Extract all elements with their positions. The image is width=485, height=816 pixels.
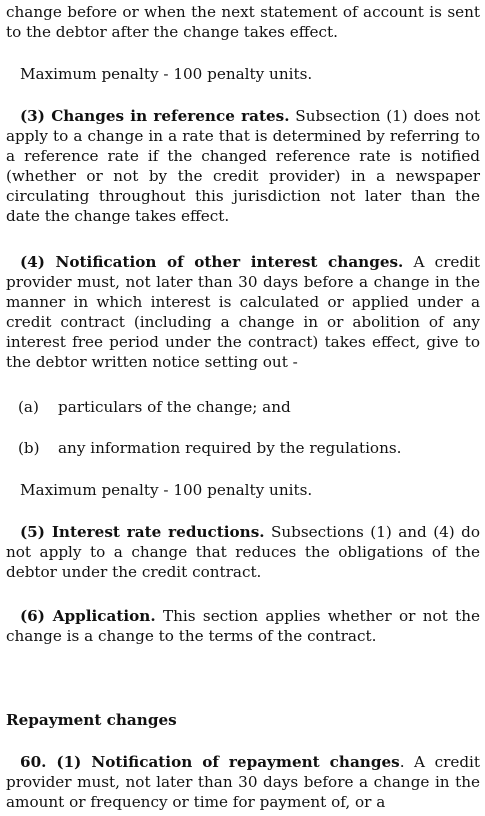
subsection-6	[6, 606, 480, 646]
list-item-b	[6, 438, 480, 458]
list-item-label: (b)	[18, 439, 40, 457]
section-60	[6, 752, 480, 812]
subsection-5-body: Subsections (1) and (4) do not apply to a change that reduces the obligations of the debtor under the credit contract.	[6, 523, 480, 581]
subsection-6-heading: (6) Application.	[20, 607, 156, 625]
subsection-6-body: This section applies whether or not the change is a change to the terms of the contract.	[6, 607, 480, 645]
subsection-5	[6, 522, 480, 582]
subsection-3-heading: (3) Changes in reference rates.	[20, 107, 290, 125]
penalty-note-2: Maximum penalty - 100 penalty units.	[20, 481, 313, 499]
subsection-4	[6, 252, 480, 372]
list-item-text: particulars of the change; and	[58, 398, 291, 416]
division-heading: Repayment changes	[6, 711, 177, 729]
subsection-4-heading: (4) Notification of other interest changes.	[20, 253, 404, 271]
list-item-label: (a)	[18, 398, 39, 416]
subsection-4-body: A credit provider must, not later than 30 days before a change in the manner in which interest is calculated or applied under a credit contract (including a change in or abolition of any interest free period under the contract) takes effect, give to the debtor written notice setting out -	[6, 253, 480, 371]
section-60-body: . A credit provider must, not later than 30 days before a change in the amount or frequency or time for payment of, or a	[6, 753, 481, 811]
subsection-3-body: Subsection (1) does not apply to a change in a rate that is determined by referring to a reference rate if the changed reference rate is notified (whether or not by the credit provider) in a newspaper circulating throughout this jurisdiction not later than the date the change takes effect.	[6, 107, 480, 225]
section-60-heading: 60. (1) Notification of repayment changes	[20, 753, 400, 771]
subsection-3	[6, 106, 480, 226]
subsection-5-heading: (5) Interest rate reductions.	[20, 523, 265, 541]
list-item-text: any information required by the regulations.	[58, 439, 402, 457]
penalty-note-1: Maximum penalty - 100 penalty units.	[20, 65, 313, 83]
list-item-a	[6, 397, 480, 417]
continued-paragraph: change before or when the next statement of account is sent to the debtor after the change takes effect.	[6, 3, 480, 41]
